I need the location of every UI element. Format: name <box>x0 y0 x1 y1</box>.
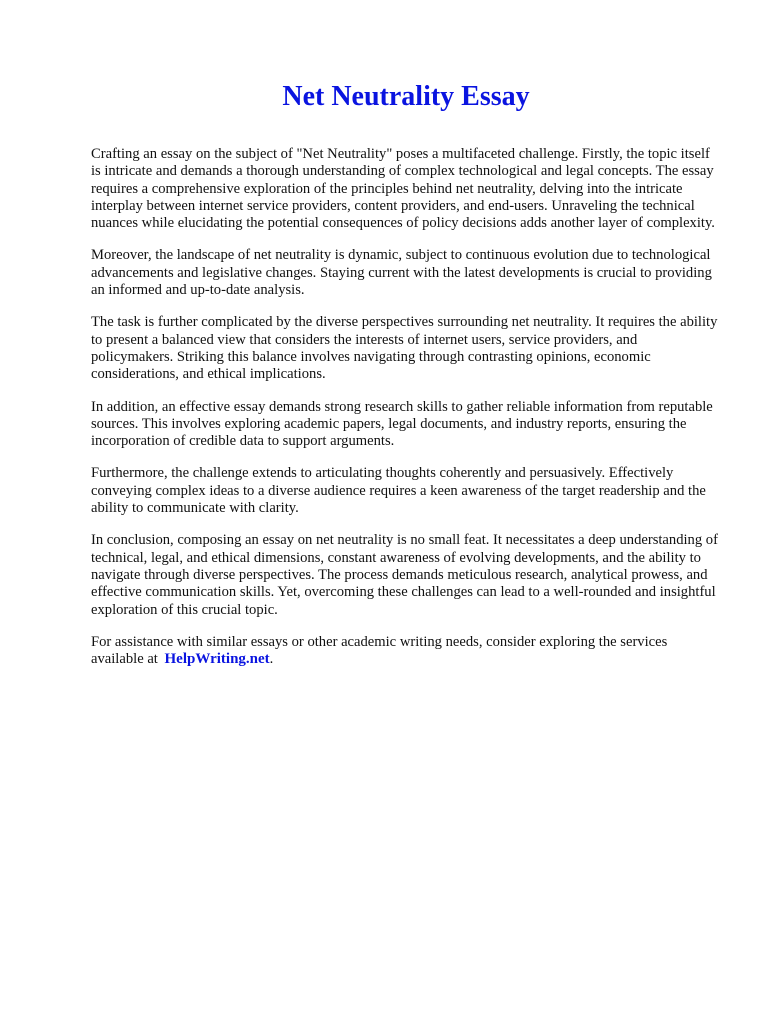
document-body <box>91 146 719 683</box>
document-title: Net Neutrality Essay <box>282 81 530 112</box>
closing-period: . <box>269 651 274 668</box>
closing-paragraph <box>91 634 719 669</box>
helpwriting-link[interactable]: HelpWriting.net <box>164 651 270 668</box>
paragraph-6: In conclusion, composing an essay on net neutrality is no small feat. It necessitates a deep understanding of technical, legal, and ethical dimensions, constant awareness of evolving developments, and the ability to navigate through diverse perspectives. The process demands meticulous research, analytical prowess, and effective communication skills. Yet, overcoming these challenges can lead to a well-rounded and insightful exploration of this crucial topic. <box>91 532 718 618</box>
paragraph-3: The task is further complicated by the diverse perspectives surrounding net neutrality. It requires the ability to present a balanced view that considers the interests of internet users, service providers, and policymakers. Striking this balance involves navigating through contrasting opinions, economic considerations, and ethical implications. <box>91 314 718 383</box>
closing-text: For assistance with similar essays or other academic writing needs, consider exploring the services available at <box>91 633 668 668</box>
paragraph-4: In addition, an effective essay demands strong research skills to gather reliable information from reputable sources. This involves exploring academic papers, legal documents, and industry reports, ensuring the incorporation of credible data to support arguments. <box>91 398 713 450</box>
paragraph-2: Moreover, the landscape of net neutrality is dynamic, subject to continuous evolution due to technological advancements and legislative changes. Staying current with the latest developments is crucial to providing an informed and up-to-date analysis. <box>91 247 712 299</box>
paragraph-5: Furthermore, the challenge extends to articulating thoughts coherently and persuasively. Effectively conveying complex ideas to a diverse audience requires a keen awareness of the target readership and the ability to communicate with clarity. <box>91 465 706 517</box>
paragraph-1: Crafting an essay on the subject of "Net Neutrality" poses a multifaceted challenge. Firstly, the topic itself is intricate and demands a thorough understanding of complex technological and legal concepts. The essay requires a comprehensive exploration of the principles behind net neutrality, delving into the intricate interplay between internet service providers, content providers, and end-users. Unraveling the technical nuances while elucidating the potential consequences of policy decisions adds another layer of complexity. <box>91 146 715 232</box>
